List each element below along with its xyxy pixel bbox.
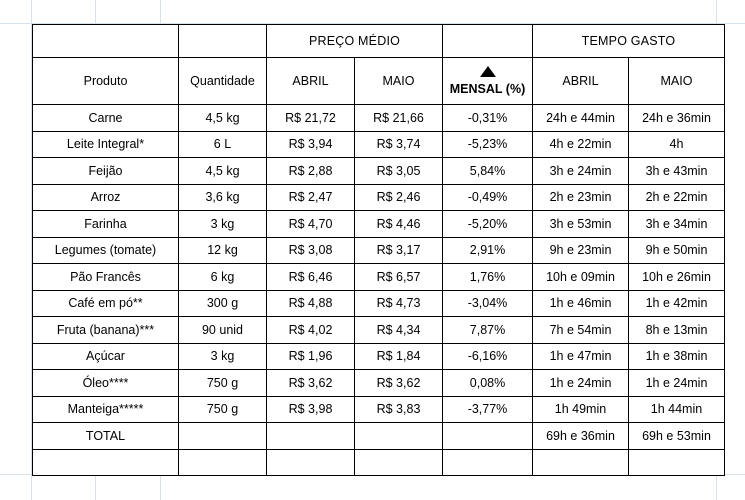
cell-preco-abril: R$ 4,88	[267, 290, 355, 317]
cell-total-tempo-maio: 69h e 53min	[629, 423, 725, 450]
cell-quantidade: 12 kg	[179, 237, 267, 264]
cell-preco-abril: R$ 2,88	[267, 158, 355, 185]
cell-quantidade: 750 g	[179, 396, 267, 423]
column-header-preco-abril: ABRIL	[267, 58, 355, 105]
cell-quantidade: 300 g	[179, 290, 267, 317]
group-header-preco-medio: PREÇO MÉDIO	[267, 25, 443, 58]
table-row	[33, 105, 725, 132]
cell-variacao: 0,08%	[443, 370, 533, 397]
cell-empty	[33, 449, 179, 475]
cell-preco-maio: R$ 4,34	[355, 317, 443, 344]
table-group-header-row	[33, 25, 725, 58]
cell-tempo-maio: 1h e 42min	[629, 290, 725, 317]
cell-variacao: -5,20%	[443, 211, 533, 238]
cell-empty	[355, 449, 443, 475]
cell-variacao: -5,23%	[443, 131, 533, 158]
cell-produto: Feijão	[33, 158, 179, 185]
cell-preco-abril: R$ 3,98	[267, 396, 355, 423]
cell-tempo-maio: 9h e 50min	[629, 237, 725, 264]
cell-preco-abril: R$ 6,46	[267, 264, 355, 291]
cell-produto: Fruta (banana)***	[33, 317, 179, 344]
cell-preco-abril: R$ 4,70	[267, 211, 355, 238]
table-row	[33, 264, 725, 291]
cell-empty	[443, 449, 533, 475]
cell-preco-maio: R$ 3,05	[355, 158, 443, 185]
cell-total-label: TOTAL	[33, 423, 179, 450]
cost-of-living-table	[32, 24, 725, 476]
cell-tempo-abril: 1h e 46min	[533, 290, 629, 317]
column-header-variacao-label: MENSAL (%)	[449, 81, 526, 96]
table-row	[33, 237, 725, 264]
cell-variacao: 7,87%	[443, 317, 533, 344]
cell-preco-abril: R$ 1,96	[267, 343, 355, 370]
cell-preco-maio: R$ 3,83	[355, 396, 443, 423]
table-row	[33, 370, 725, 397]
cell-variacao: -3,04%	[443, 290, 533, 317]
cell-quantidade: 750 g	[179, 370, 267, 397]
triangle-up-icon	[446, 66, 529, 80]
cell-variacao: 5,84%	[443, 158, 533, 185]
table-row	[33, 343, 725, 370]
cell-preco-maio: R$ 3,17	[355, 237, 443, 264]
table-row	[33, 158, 725, 185]
cell-produto: Pão Francês	[33, 264, 179, 291]
cell-produto: Carne	[33, 105, 179, 132]
cell-quantidade: 6 kg	[179, 264, 267, 291]
cell-preco-abril: R$ 3,08	[267, 237, 355, 264]
cell-preco-maio: R$ 4,46	[355, 211, 443, 238]
cell-preco-maio: R$ 6,57	[355, 264, 443, 291]
table-column-header-row	[33, 58, 725, 105]
cell-variacao: 1,76%	[443, 264, 533, 291]
column-header-preco-maio: MAIO	[355, 58, 443, 105]
header-blank-quantidade	[179, 25, 267, 58]
cell-produto: Farinha	[33, 211, 179, 238]
cell-tempo-maio: 8h e 13min	[629, 317, 725, 344]
cell-tempo-abril: 24h e 44min	[533, 105, 629, 132]
cell-quantidade: 6 L	[179, 131, 267, 158]
cell-produto: Açúcar	[33, 343, 179, 370]
cell-preco-maio: R$ 3,62	[355, 370, 443, 397]
table-row	[33, 317, 725, 344]
cell-preco-maio: R$ 2,46	[355, 184, 443, 211]
cell-tempo-maio: 24h e 36min	[629, 105, 725, 132]
cell-preco-abril: R$ 21,72	[267, 105, 355, 132]
cell-tempo-abril: 4h e 22min	[533, 131, 629, 158]
cell-empty	[629, 449, 725, 475]
cell-produto: Café em pó**	[33, 290, 179, 317]
cell-quantidade: 3,6 kg	[179, 184, 267, 211]
cell-variacao: -0,31%	[443, 105, 533, 132]
column-header-variacao	[443, 58, 533, 105]
table-total-row	[33, 423, 725, 450]
cell-quantidade: 90 unid	[179, 317, 267, 344]
table-row	[33, 184, 725, 211]
cell-variacao: -0,49%	[443, 184, 533, 211]
cell-produto: Óleo****	[33, 370, 179, 397]
cell-tempo-maio: 3h e 34min	[629, 211, 725, 238]
cell-total-variacao	[443, 423, 533, 450]
cell-produto: Manteiga*****	[33, 396, 179, 423]
cell-tempo-abril: 1h e 47min	[533, 343, 629, 370]
table-empty-row	[33, 449, 725, 475]
cell-quantidade: 4,5 kg	[179, 105, 267, 132]
column-header-tempo-abril: ABRIL	[533, 58, 629, 105]
cell-produto: Leite Integral*	[33, 131, 179, 158]
cell-empty	[533, 449, 629, 475]
table-row	[33, 396, 725, 423]
cell-preco-maio: R$ 1,84	[355, 343, 443, 370]
cell-tempo-abril: 10h e 09min	[533, 264, 629, 291]
column-header-quantidade: Quantidade	[179, 58, 267, 105]
cell-preco-maio: R$ 4,73	[355, 290, 443, 317]
column-header-produto: Produto	[33, 58, 179, 105]
cell-preco-abril: R$ 3,62	[267, 370, 355, 397]
header-blank-produto	[33, 25, 179, 58]
group-header-tempo-gasto: TEMPO GASTO	[533, 25, 725, 58]
cell-preco-abril: R$ 4,02	[267, 317, 355, 344]
cell-total-preco-abril	[267, 423, 355, 450]
cell-variacao: -3,77%	[443, 396, 533, 423]
cell-tempo-abril: 2h e 23min	[533, 184, 629, 211]
cell-empty	[267, 449, 355, 475]
cell-tempo-abril: 3h e 24min	[533, 158, 629, 185]
cell-produto: Arroz	[33, 184, 179, 211]
cell-tempo-abril: 1h e 24min	[533, 370, 629, 397]
cell-preco-maio: R$ 3,74	[355, 131, 443, 158]
cell-tempo-maio: 1h e 38min	[629, 343, 725, 370]
cell-tempo-abril: 1h 49min	[533, 396, 629, 423]
cell-total-tempo-abril: 69h e 36min	[533, 423, 629, 450]
cell-preco-maio: R$ 21,66	[355, 105, 443, 132]
cell-tempo-maio: 1h e 24min	[629, 370, 725, 397]
cell-tempo-abril: 7h e 54min	[533, 317, 629, 344]
cell-tempo-maio: 1h 44min	[629, 396, 725, 423]
table-row	[33, 211, 725, 238]
cell-total-preco-maio	[355, 423, 443, 450]
cell-quantidade: 4,5 kg	[179, 158, 267, 185]
table-row	[33, 290, 725, 317]
cell-total-quantidade	[179, 423, 267, 450]
cell-tempo-maio: 3h e 43min	[629, 158, 725, 185]
cell-empty	[179, 449, 267, 475]
header-blank-variacao	[443, 25, 533, 58]
cell-tempo-maio: 4h	[629, 131, 725, 158]
cell-tempo-maio: 10h e 26min	[629, 264, 725, 291]
cell-tempo-abril: 9h e 23min	[533, 237, 629, 264]
cell-preco-abril: R$ 3,94	[267, 131, 355, 158]
cell-tempo-maio: 2h e 22min	[629, 184, 725, 211]
cell-quantidade: 3 kg	[179, 211, 267, 238]
cell-variacao: -6,16%	[443, 343, 533, 370]
column-header-tempo-maio: MAIO	[629, 58, 725, 105]
cell-variacao: 2,91%	[443, 237, 533, 264]
cell-preco-abril: R$ 2,47	[267, 184, 355, 211]
table-row	[33, 131, 725, 158]
cell-tempo-abril: 3h e 53min	[533, 211, 629, 238]
cell-quantidade: 3 kg	[179, 343, 267, 370]
cell-produto: Legumes (tomate)	[33, 237, 179, 264]
